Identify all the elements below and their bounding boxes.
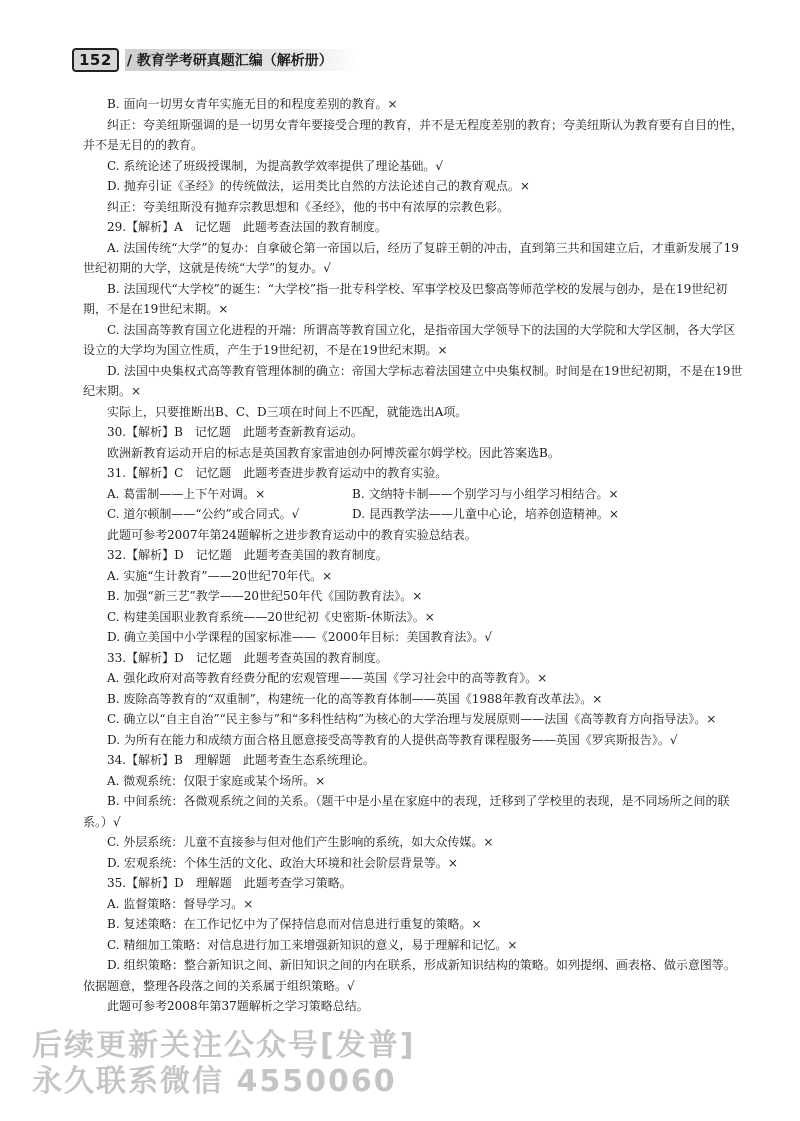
- text-line: A. 监督策略：督导学习。×: [107, 896, 254, 911]
- watermark-line: 后续更新关注公众号[发普]: [32, 1028, 416, 1063]
- question-heading: 33.【解析】D 记忆题 此题考查英国的教育制度。: [107, 650, 388, 665]
- text-line: D. 组织策略：整合新知识之间、新旧知识之间的内在联系，形成新知识结构的策略。如列提纲、画表格、做示意图等。依据题意，整理各段落之间的关系属于组织策略。√: [83, 958, 736, 993]
- text-line: A. 微观系统：仅限于家庭或某个场所。×: [107, 773, 326, 788]
- text-line: C. 构建美国职业教育系统——20世纪初《史密斯-休斯法》。×: [107, 609, 435, 624]
- text-line: A. 强化政府对高等教育经费分配的宏观管理——英国《学习社会中的高等教育》。×: [107, 671, 548, 685]
- option-b: B. 文纳特卡制——个别学习与小组学习相结合。×: [352, 486, 619, 501]
- question-heading: 35.【解析】D 理解题 此题考查学习策略。: [107, 876, 352, 890]
- text-line: B. 中间系统：各微观系统之间的关系。（题干中是小星在家庭中的表现，迁移到了学校里的表现，是不同场所之间的联系。）√: [83, 794, 730, 829]
- option-row: [83, 484, 743, 505]
- text-line: D. 法国中央集权式高等教育管理体制的确立：帝国大学标志着法国建立中央集权制。时间是在19世纪初期，不是在19世纪末期。×: [83, 363, 743, 398]
- option-c: C. 道尔顿制——“公约”或合同式。√: [107, 507, 300, 521]
- text-line: D. 宏观系统：个体生活的文化、政治大环境和社会阶层背景等。×: [107, 855, 458, 870]
- text-line: 此题可参考2007年第24题解析之进步教育运动中的教育实验总结表。: [107, 527, 477, 542]
- option-row: [83, 504, 743, 525]
- text-line: C. 确立以“自主自治”“民主参与”和“多科性结构”为核心的大学治理与发展原则——法国《高等教育方向指导法》。×: [107, 712, 717, 726]
- question-heading: 29.【解析】A 记忆题 此题考查法国的教育制度。: [107, 220, 387, 234]
- book-title: / 教育学考研真题汇编（解析册）: [125, 49, 361, 71]
- question-heading: 34.【解析】B 理解题 此题考查生态系统理论。: [107, 753, 375, 767]
- question-heading: 32.【解析】D 记忆题 此题考查美国的教育制度。: [107, 548, 388, 562]
- text-line: A. 法国传统“大学”的复办：自拿破仑第一帝国以后，经历了复辟王朝的冲击，直到第三共和国建立后，才重新发展了19世纪初期的大学，这就是传统“大学”的复办。√: [83, 240, 739, 275]
- text-line: B. 加强“新三艺”教学——20世纪50年代《国防教育法》。×: [107, 589, 423, 603]
- text-line: 纠正：夸美纽斯强调的是一切男女青年要接受合理的教育，并不是无程度差别的教育；夸美纽斯认为教育要有自目的性，并不是无目的的教育。: [83, 117, 744, 152]
- text-line: D. 抛弃引证《圣经》的传统做法，运用类比自然的方法论述自己的教育观点。×: [107, 179, 530, 193]
- page-number: 152: [72, 48, 119, 72]
- text-line: D. 确立美国中小学课程的国家标准——《2000年目标：美国教育法》。√: [107, 630, 493, 644]
- page-header: [72, 48, 361, 72]
- question-heading: 31.【解析】C 记忆题 此题考查进步教育运动中的教育实验。: [107, 466, 448, 480]
- text-line: 实际上，只要推断出B、C、D三项在时间上不匹配，就能选出A项。: [107, 404, 468, 419]
- text-line: C. 精细加工策略：对信息进行加工来增强新知识的意义，易于理解和记忆。×: [107, 937, 518, 952]
- question-heading: 30.【解析】B 记忆题 此题考查新教育运动。: [107, 425, 363, 439]
- watermark-line: 永久联系微信 4550060: [32, 1064, 397, 1099]
- text-line: 纠正：夸美纽斯没有抛弃宗教思想和《圣经》，他的书中有浓厚的宗教色彩。: [107, 199, 510, 214]
- text-line: B. 面向一切男女青年实施无目的和程度差别的教育。×: [107, 97, 398, 111]
- watermark: [32, 1028, 415, 1100]
- option-a: A. 葛雷制——上下午对调。×: [107, 486, 266, 501]
- text-line: C. 法国高等教育国立化进程的开端：所谓高等教育国立化，是指帝国大学领导下的法国的大学院和大学区制，各大学区设立的大学均为国立性质，产生于19世纪初，不是在19世纪末期。×: [83, 322, 736, 357]
- text-line: C. 系统论述了班级授课制，为提高教学效率提供了理论基础。√: [107, 158, 444, 173]
- text-line: B. 复述策略：在工作记忆中为了保持信息而对信息进行重复的策略。×: [107, 917, 482, 931]
- text-line: D. 为所有在能力和成绩方面合格且愿意接受高等教育的人提供高等教育课程服务——英国《罗宾斯报告》。√: [107, 732, 678, 747]
- text-line: 此题可参考2008年第37题解析之学习策略总结。: [107, 999, 369, 1013]
- text-line: A. 实施“生计教育”——20世纪70年代。×: [107, 568, 333, 583]
- text-line: B. 废除高等教育的“双重制”，构建统一化的高等教育体制——英国《1988年教育改革法》。×: [107, 691, 603, 706]
- option-d: D. 昆西教学法——儿童中心论，培养创造精神。×: [352, 507, 619, 521]
- text-line: B. 法国现代“大学校”的诞生：“大学校”指一批专科学校、军事学校及巴黎高等师范学校的发展与创办，是在19世纪初期，不是在19世纪末期。×: [83, 281, 728, 316]
- answer-analysis-body: [83, 94, 743, 1017]
- text-line: 欧洲新教育运动开启的标志是英国教育家雷迪创办阿博茨霍尔姆学校。因此答案选B。: [107, 445, 560, 460]
- text-line: C. 外层系统：儿童不直接参与但对他们产生影响的系统，如大众传媒。×: [107, 835, 494, 849]
